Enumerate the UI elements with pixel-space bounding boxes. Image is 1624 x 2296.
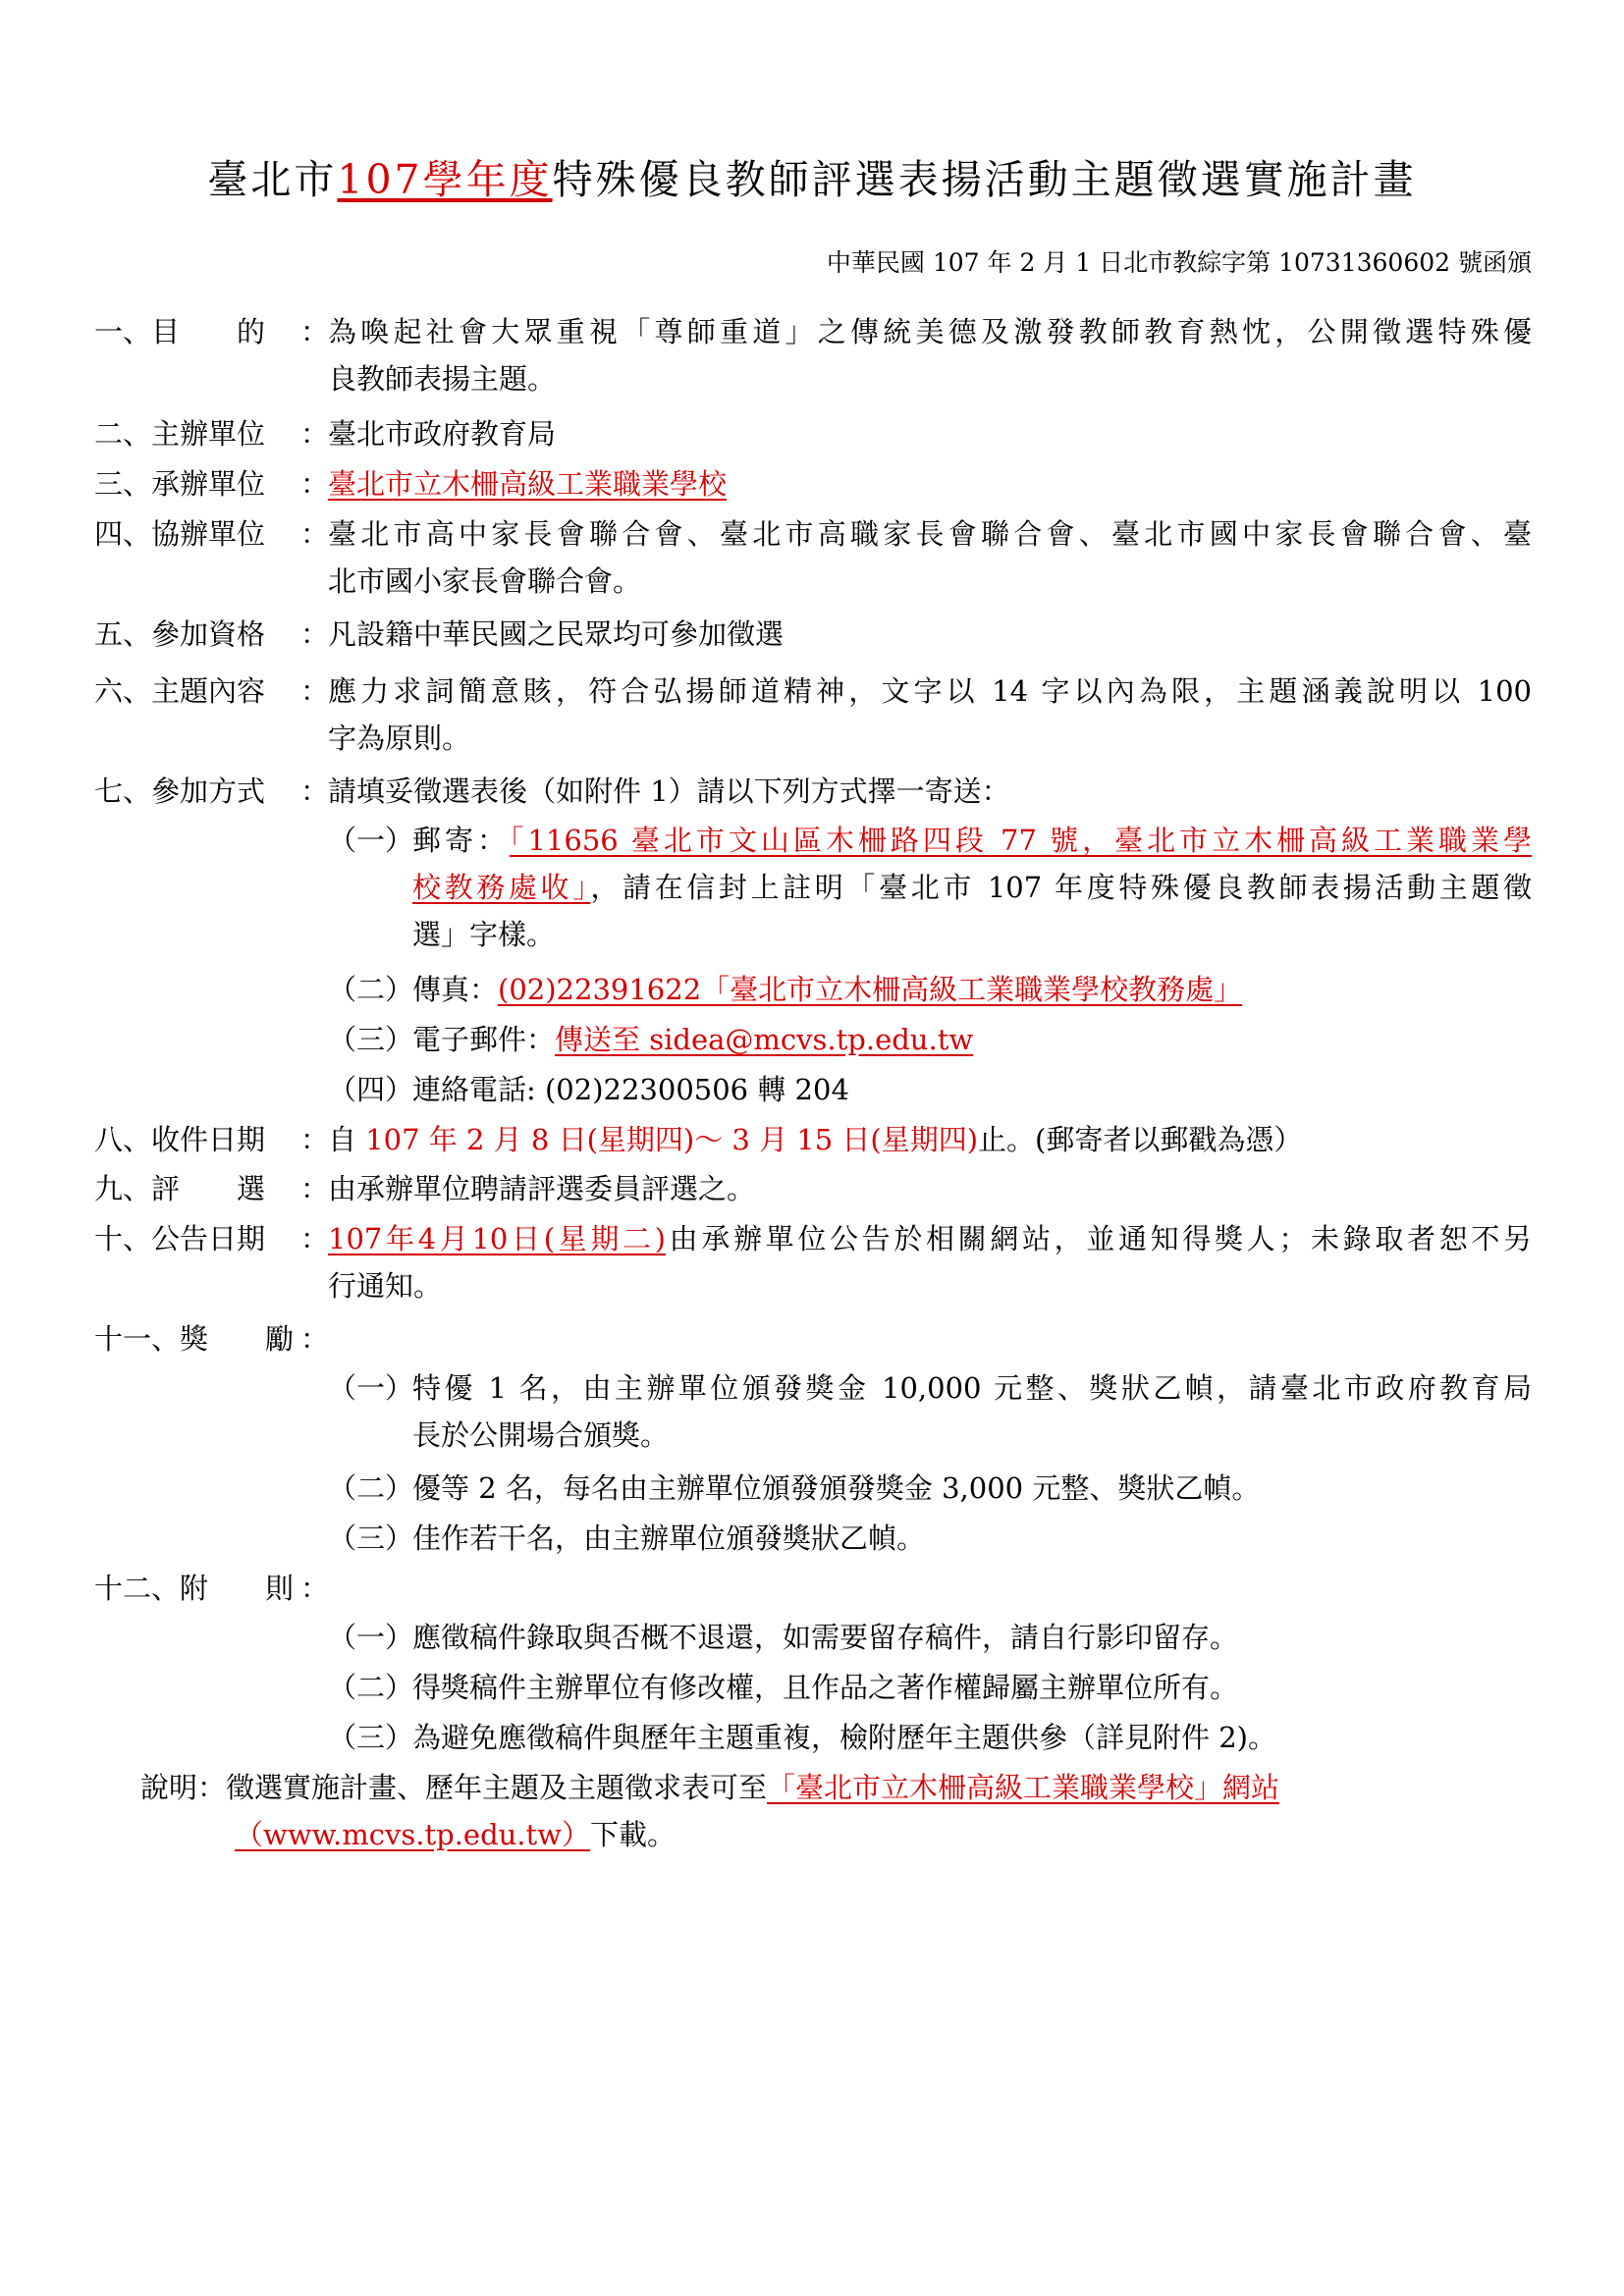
section-label: 二、主辦單位 ： (94, 417, 330, 451)
website-url-link[interactable]: （www.mcvs.tp.edu.tw） (235, 1818, 591, 1851)
download-note: 說明：徵選實施計畫、歷年主題及主題徵求表可至「臺北市立木柵高級工業職業學校」網站 （www.mcvs.tp.edu.tw）下載。 (140, 1771, 1280, 1851)
fax-number: (02)22391622「臺北市立木柵高級工業職業學校教務處」 (498, 973, 1243, 1006)
section-label: 三、承辦單位 ： (94, 467, 330, 501)
announcement-date: 107年4月10日(星期二) (328, 1222, 666, 1255)
note-label: 說明： (140, 1771, 227, 1804)
section-label: 十、公告日期 ： (94, 1222, 330, 1255)
section-text: 為喚起社會大眾重視「尊師重道」之傳統美德及激發教師教育熱忱，公開徵選特殊優 良教師表揚主題。 (328, 315, 1532, 396)
issue-dateline: 中華民國 107 年 2 月 1 日北市教綜字第 10731360602 號函頒 (826, 248, 1532, 277)
section-label: 五、參加資格 ： (94, 617, 330, 651)
receipt-date-range: 107 年 2 月 8 日(星期四)～ 3 月 15 日(星期四) (365, 1123, 979, 1156)
document-page: 臺北市107學年度特殊優良教師評選表揚活動主題徵選實施計畫 中華民國 107 年 2 月 1 日北市教綜字第 10731360602 號函頒 一、目 的 ： 為喚起社會大眾重視「尊師重道」之傳統美德及激發教師教育熱忱，公開徵選特殊優 良教師表揚主題。 二、主辦單位 ： 臺北市政府教育局 三、承辦單位 ： 臺北市立木柵高級工業職業學校 四、協辦單位 ： 臺北市高中家長會聯合會、臺北市高職家長會聯合會、臺北市國中家長會聯合會、臺 北市國小家長會聯合會。 五、參加資格 ： 凡設籍中華民國之民眾均可參加徵選 六、主題內容 ： 應力求詞簡意賅，符合弘揚師道精神，文字以 14 字以內為限，主題涵義說明以 100 字為原則。 七、參加方式 ： 請填妥徵選表後（如附件 1）請以下列方式擇一寄送： （一） 郵寄：「11656 臺北市文山區木柵路四段 77 號，臺北市立木柵高級工業職業學 校教務處收」，請在信封上註明「臺北市 107 年度特殊優良教師表揚活動主題徵 選」字樣。 （二） 傳真：(02)22391622「臺北市立木柵高級工業職業學校教務處」 （三） 電子郵件：傳送至 sidea@mcvs.tp.edu.tw （四） 連絡電話: (02)22300506 轉 204 八、收件日期 ： 自 107 年 2 月 8 日(星期四)～ 3 月 15 日(星期四)止。(郵寄者以郵戳為憑） 九、評 選 ： 由承辦單位聘請評選委員評選之。 十、公告日期 ： 107年4月10日(星期二)由承辦單位公告於相關網站，並通知得獎人；未錄取者恕不另 行通知。 十一、獎 勵 ： （一） 特優 1 名，由主辦單位頒發獎金 10,000 元整、獎狀乙幀，請臺北市政府教育局 長於公開場合頒獎。 （二） 優等 2 名，每名由主辦單位頒發頒發獎金 3,000 元整、獎狀乙幀。 （三） 佳作若干名，由主辦單位頒發獎狀乙幀。 十二、附 則 ： （一） 應徵稿件錄取與否概不退還，如需要留存稿件，請自行影印留存。 （二） 得獎稿件主辦單位有修改權，且作品之著作權歸屬主辦單位所有。 （三） 為避免應徵稿件與歷年主題重複，檢附歷年主題供參（詳見附件 2)。 說明：徵選實施計畫、歷年主題及主題徵求表可至「臺北市立木柵高級工業職業學校」網站 （www.mcvs.tp.edu.tw）下載。 (0, 0, 1624, 2296)
section-label: 七、參加方式 ： (94, 774, 330, 808)
title-suffix: 特殊優良教師評選表揚活動主題徵選實施計畫 (552, 156, 1417, 203)
executor-school-link[interactable]: 臺北市立木柵高級工業職業學校 (328, 467, 728, 501)
section-label: 一、目 的 ： (94, 315, 330, 348)
title-prefix: 臺北市 (207, 156, 338, 203)
section-label: 十二、附 則 ： (94, 1572, 330, 1605)
title-year: 107學年度 (337, 156, 553, 203)
section-label: 八、收件日期 ： (94, 1123, 330, 1156)
section-label: 十一、獎 勵 ： (94, 1322, 330, 1356)
contact-phone: 連絡電話: (02)22300506 轉 204 (412, 1073, 849, 1106)
section-label: 四、協辦單位 ： (94, 517, 330, 551)
mail-recipient: 校教務處收」 (412, 871, 591, 904)
section-label: 六、主題內容 ： (94, 674, 330, 708)
email-link[interactable]: 傳送至 sidea@mcvs.tp.edu.tw (555, 1023, 974, 1056)
document-title (0, 147, 1624, 205)
mail-address: 「11656 臺北市文山區木柵路四段 77 號，臺北市立木柵高級工業職業學 (509, 824, 1532, 857)
organizer-name: 臺北市政府教育局 (328, 417, 557, 451)
section-label: 九、評 選 ： (94, 1172, 330, 1205)
school-website-link[interactable]: 「臺北市立木柵高級工業職業學校」網站 (767, 1771, 1280, 1804)
